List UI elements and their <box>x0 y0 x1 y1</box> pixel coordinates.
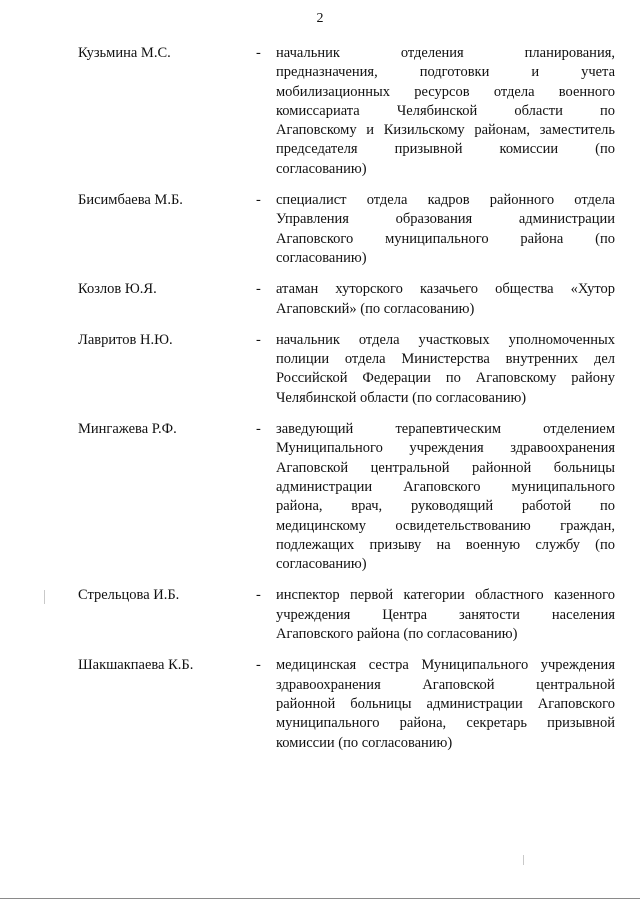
scan-edge-line <box>0 898 640 899</box>
position-line: Агаповского района (по согласованию) <box>276 626 518 643</box>
position-line: учреждения Центра занятости населения <box>276 606 615 623</box>
dash-separator: - <box>256 192 261 209</box>
member-entry <box>0 44 640 179</box>
member-position <box>276 420 615 574</box>
member-position <box>276 280 615 319</box>
position-line: района, врач, руководящий работой по <box>276 498 615 515</box>
member-name: Козлов Ю.Я. <box>78 281 157 298</box>
position-line: согласованию) <box>276 556 367 573</box>
member-entry <box>0 331 640 408</box>
member-entry <box>0 191 640 268</box>
position-line: комиссии (по согласованию) <box>276 734 453 751</box>
member-position <box>276 586 615 644</box>
position-line: заведующий терапевтическим отделением <box>276 421 615 438</box>
scan-artifact <box>44 590 45 604</box>
member-name: Лавритов Н.Ю. <box>78 331 173 348</box>
position-line: согласованию) <box>276 160 367 177</box>
position-line: полиции отдела Министерства внутренних дел <box>276 351 615 368</box>
page-number: 2 <box>316 11 324 26</box>
position-line: предназначения, подготовки и учета <box>276 64 615 81</box>
member-name: Бисимбаева М.Б. <box>78 192 183 209</box>
scan-artifact <box>523 855 524 865</box>
member-name: Мингажева Р.Ф. <box>78 421 177 438</box>
dash-separator: - <box>256 45 261 61</box>
position-line: мобилизационных ресурсов отдела военного <box>276 83 615 100</box>
position-line: атаман хуторского казачьего общества «Хутор <box>276 281 615 298</box>
position-line: инспектор первой категории областного казенного <box>276 587 615 604</box>
position-line: Агаповскому и Кизильскому районам, заместитель <box>276 122 615 139</box>
member-position <box>276 191 615 268</box>
dash-separator: - <box>256 421 261 438</box>
position-line: медицинскому освидетельствованию граждан, <box>276 517 615 534</box>
position-line: специалист отдела кадров районного отдела <box>276 192 615 209</box>
member-entry <box>0 586 640 644</box>
member-entry <box>0 656 640 752</box>
position-line: районной больницы администрации Агаповского <box>276 695 615 712</box>
dash-separator: - <box>256 657 261 674</box>
dash-separator: - <box>256 331 261 348</box>
position-line: согласованию) <box>276 249 367 266</box>
position-line: Агаповского муниципального района (по <box>276 230 615 247</box>
member-entry <box>0 420 640 574</box>
position-line: Челябинской области (по согласованию) <box>276 389 527 406</box>
member-name: Шакшакпаева К.Б. <box>78 657 194 674</box>
position-line: Агаповской центральной районной больницы <box>276 459 615 476</box>
position-line: Агаповский» (по согласованию) <box>276 300 475 317</box>
member-name: Кузьмина М.С. <box>78 45 171 61</box>
position-line: медицинская сестра Муниципального учреждения <box>276 657 615 674</box>
position-line: администрации Агаповского муниципального <box>276 478 615 495</box>
member-position <box>276 44 615 179</box>
position-line: здравоохранения Агаповской центральной <box>276 676 615 693</box>
position-line: начальник отдела участковых уполномоченных <box>276 331 615 348</box>
dash-separator: - <box>256 281 261 298</box>
position-line: Муниципального учреждения здравоохранения <box>276 440 615 457</box>
position-line: председателя призывной комиссии (по <box>276 141 615 158</box>
position-line: подлежащих призыву на военную службу (по <box>276 536 615 553</box>
position-line: муниципального района, секретарь призывной <box>276 715 615 732</box>
position-line: Управления образования администрации <box>276 211 615 228</box>
position-line: Российской Федерации по Агаповскому району <box>276 370 615 387</box>
member-entry <box>0 280 640 319</box>
position-line: комиссариата Челябинской области по <box>276 102 615 119</box>
member-position <box>276 656 615 752</box>
dash-separator: - <box>256 587 261 604</box>
position-line: начальник отделения планирования, <box>276 45 615 61</box>
commission-member-list <box>0 44 640 765</box>
member-position <box>276 331 615 408</box>
member-name: Стрельцова И.Б. <box>78 587 180 604</box>
